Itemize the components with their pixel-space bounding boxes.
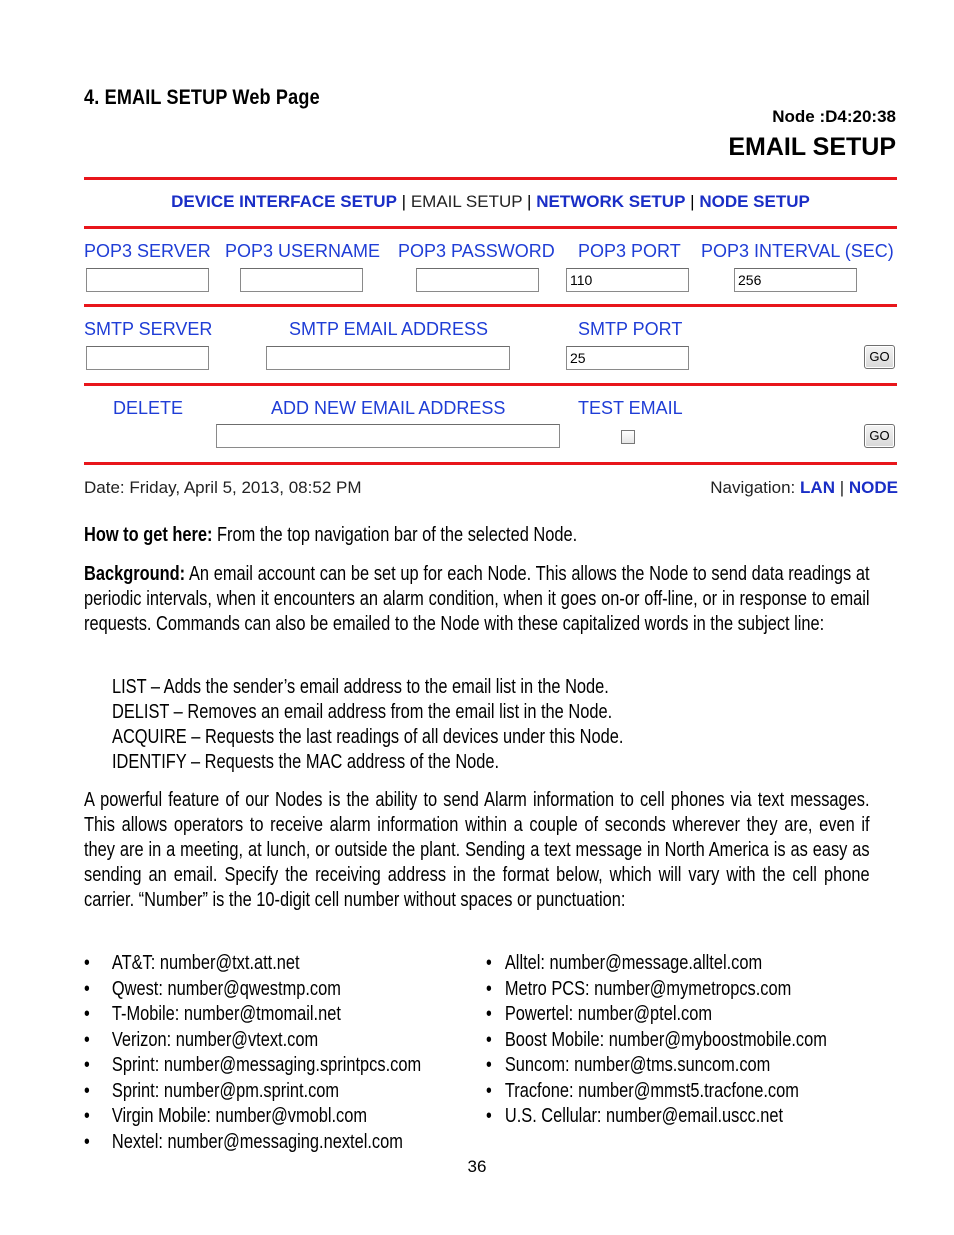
node-id: Node :D4:20:38 — [772, 107, 896, 126]
delete-label: DELETE — [113, 398, 184, 418]
list-item — [486, 977, 827, 1003]
list-item — [84, 1028, 421, 1054]
list-item — [486, 1002, 827, 1028]
bullet-icon: • — [84, 1003, 90, 1025]
nav-separator: | — [839, 478, 845, 497]
divider-top — [84, 177, 897, 180]
command-list — [112, 675, 736, 775]
smtp-port-label: SMTP PORT — [578, 319, 683, 339]
pop3-interval-input[interactable]: 256 — [734, 268, 857, 292]
list-item — [486, 1053, 827, 1079]
divider-pop3 — [84, 304, 897, 307]
background-text: An email account can be set up for each Node. This allows the Node to send data readings at periodic intervals, when it encounters an alarm condition, when it goes on-or off-line, or in response to email requests. Commands can also be emailed to the Node with these capitalized words in the subject line: — [84, 563, 870, 635]
divider-bottom — [84, 462, 897, 465]
bullet-icon: • — [84, 977, 90, 1000]
nav-node-setup[interactable]: NODE SETUP — [699, 192, 810, 211]
bullet-icon: • — [486, 952, 492, 974]
test-email-label: TEST EMAIL — [578, 398, 683, 418]
command-item: ACQUIRE – Requests the last readings of all devices under this Node. — [112, 726, 624, 748]
pop3-password-input[interactable] — [416, 268, 539, 292]
pop3-interval-label: POP3 INTERVAL (SEC) — [701, 241, 894, 261]
divider-smtp — [84, 383, 897, 386]
list-item — [84, 1130, 421, 1156]
nav-device-interface-setup[interactable]: DEVICE INTERFACE SETUP — [171, 192, 397, 211]
smtp-go-button[interactable]: GO — [864, 345, 895, 369]
list-item — [84, 1104, 421, 1130]
test-email-checkbox[interactable] — [621, 430, 635, 444]
background-label: Background: — [84, 563, 186, 585]
smtp-port-input[interactable]: 25 — [566, 346, 689, 370]
command-item: LIST – Adds the sender’s email address to the email list in the Node. — [112, 676, 609, 698]
divider-nav — [84, 226, 897, 229]
nav-lan-link[interactable]: LAN — [800, 478, 835, 497]
pop3-username-input[interactable] — [240, 268, 363, 292]
smtp-email-input[interactable] — [266, 346, 510, 370]
list-item — [84, 1053, 421, 1079]
list-item — [84, 1002, 421, 1028]
pop3-password-label: POP3 PASSWORD — [398, 241, 555, 261]
how-to-text: From the top navigation bar of the selected Node. — [212, 524, 578, 546]
bottom-navigation — [710, 478, 898, 498]
carrier-item: Alltel: number@message.alltel.com — [504, 952, 763, 974]
carrier-item: U.S. Cellular: number@email.uscc.net — [504, 1105, 784, 1127]
carrier-item: Sprint: number@messaging.sprintpcs.com — [111, 1054, 422, 1076]
carrier-list-right — [486, 951, 902, 1130]
nav-separator: | — [527, 192, 532, 211]
nav-network-setup[interactable]: NETWORK SETUP — [536, 192, 686, 211]
carrier-item: Powertel: number@ptel.com — [504, 1003, 713, 1025]
list-item — [486, 1028, 827, 1054]
bullet-icon: • — [84, 1079, 90, 1102]
bullet-icon: • — [84, 1130, 90, 1153]
nav-email-setup: EMAIL SETUP — [410, 192, 523, 211]
carrier-item: Tracfone: number@mmst5.tracfone.com — [504, 1079, 799, 1102]
list-item — [486, 1079, 827, 1105]
carrier-item: Qwest: number@qwestmp.com — [111, 977, 341, 1000]
section-title: 4. EMAIL SETUP Web Page — [84, 86, 320, 109]
command-item: IDENTIFY – Requests the MAC address of the Node. — [112, 751, 500, 773]
page-heading: EMAIL SETUP — [728, 133, 896, 161]
nav-separator: | — [401, 192, 407, 211]
carrier-item: Virgin Mobile: number@vmobl.com — [111, 1105, 368, 1127]
bullet-icon: • — [84, 1028, 90, 1051]
list-item — [84, 977, 421, 1003]
navigation-label: Navigation: — [710, 478, 796, 497]
how-to-paragraph — [84, 524, 954, 547]
carrier-item: AT&T: number@txt.att.net — [111, 952, 300, 974]
add-email-label: ADD NEW EMAIL ADDRESS — [271, 398, 506, 418]
pop3-server-input[interactable] — [86, 268, 209, 292]
carrier-list-left — [84, 951, 495, 1155]
bullet-icon: • — [486, 1079, 492, 1102]
bullet-icon: • — [486, 1003, 492, 1025]
bullet-icon: • — [486, 977, 492, 1000]
pop3-port-label: POP3 PORT — [578, 241, 681, 261]
bullet-icon: • — [486, 1054, 492, 1076]
date-stamp: Date: Friday, April 5, 2013, 08:52 PM — [84, 478, 362, 497]
carrier-item: Verizon: number@vtext.com — [111, 1028, 319, 1051]
pop3-server-label: POP3 SERVER — [84, 241, 211, 261]
top-nav — [84, 192, 897, 212]
feature-paragraph — [84, 788, 870, 913]
carrier-item: Boost Mobile: number@myboostmobile.com — [504, 1028, 827, 1051]
add-email-input[interactable] — [216, 424, 560, 448]
smtp-server-input[interactable] — [86, 346, 209, 370]
list-item — [486, 1104, 827, 1130]
bullet-icon: • — [486, 1105, 492, 1127]
carrier-item: Nextel: number@messaging.nextel.com — [111, 1130, 403, 1153]
bullet-icon: • — [84, 1054, 90, 1076]
bullet-icon: • — [84, 1105, 90, 1127]
command-item: DELIST – Removes an email address from the email list in the Node. — [112, 701, 613, 723]
background-paragraph — [84, 562, 870, 637]
smtp-server-label: SMTP SERVER — [84, 319, 213, 339]
bullet-icon: • — [486, 1028, 492, 1051]
how-to-label: How to get here: — [84, 524, 213, 546]
list-item — [486, 951, 827, 977]
carrier-item: Metro PCS: number@mymetropcs.com — [504, 977, 792, 1000]
nav-separator: | — [690, 192, 695, 211]
feature-text: A powerful feature of our Nodes is the ability to send Alarm information to cell phones via text messages. This allows operators to receive alarm information within a couple of seconds wherever they are, even if they are in a meeting, at lunch, or outside the plant. Sending a text message in North America is as easy as sending an email. Specify the receiving address in the format below, which will vary with the cell phone carrier. “Number” is the 10-digit cell number without spaces or punctuation: — [84, 789, 870, 911]
list-item — [84, 951, 421, 977]
bullet-icon: • — [84, 952, 90, 974]
email-go-button[interactable]: GO — [864, 424, 895, 448]
smtp-email-label: SMTP EMAIL ADDRESS — [289, 319, 489, 339]
list-item — [84, 1079, 421, 1105]
page-number: 36 — [467, 1157, 487, 1176]
pop3-port-input[interactable]: 110 — [566, 268, 689, 292]
nav-node-link[interactable]: NODE — [848, 478, 898, 497]
carrier-item: Suncom: number@tms.suncom.com — [504, 1054, 771, 1076]
pop3-username-label: POP3 USERNAME — [225, 241, 381, 261]
carrier-item: Sprint: number@pm.sprint.com — [111, 1079, 340, 1102]
carrier-item: T-Mobile: number@tmomail.net — [111, 1003, 341, 1025]
